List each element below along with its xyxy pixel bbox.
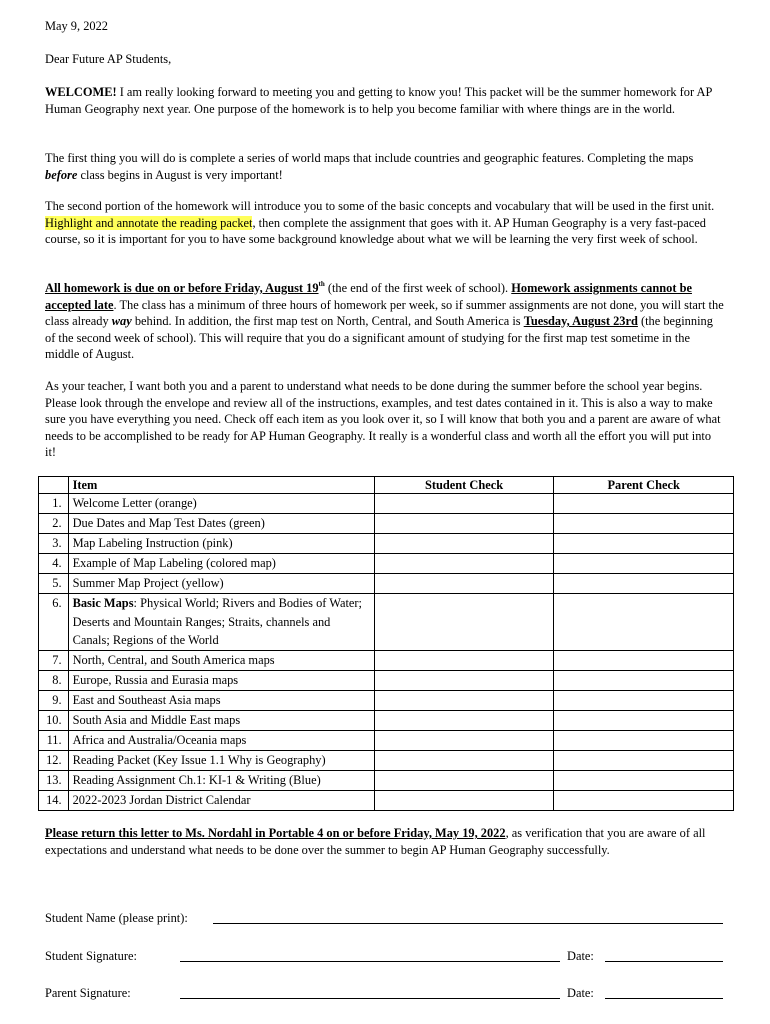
table-row: [39, 791, 734, 811]
item-text: Africa and Australia/Oceania maps: [68, 731, 374, 751]
student-check-cell[interactable]: [374, 574, 554, 594]
item-number: 11.: [39, 731, 69, 751]
parent-check-cell[interactable]: [554, 494, 734, 514]
item-text: North, Central, and South America maps: [68, 651, 374, 671]
parent-check-cell[interactable]: [554, 534, 734, 554]
parent-check-cell[interactable]: [554, 594, 734, 651]
table-row: [39, 771, 734, 791]
table-row: [39, 494, 734, 514]
table-row: [39, 534, 734, 554]
paragraph-maps: The first thing you will do is complete a series of world maps that include countries and geographic features. Completing the maps before class begins in August is very important!: [45, 151, 694, 182]
paragraph-reading: The second portion of the homework will introduce you to some of the basic concepts and vocabulary that will be used in the first unit. Highlight and annotate the reading packet, then complete the assignment that goes with it. AP Human Geography is a very fast-paced course, so it is important for you to have some background knowledge about what we will be learning the very first week of school.: [45, 199, 715, 246]
item-number: 5.: [39, 574, 69, 594]
parent-check-cell[interactable]: [554, 771, 734, 791]
item-text: Due Dates and Map Test Dates (green): [68, 514, 374, 534]
student-check-cell[interactable]: [374, 671, 554, 691]
parent-signature-label: Parent Signature:: [45, 986, 131, 1000]
student-check-cell[interactable]: [374, 751, 554, 771]
item-text: Summer Map Project (yellow): [68, 574, 374, 594]
parent-check-cell[interactable]: [554, 651, 734, 671]
parent-check-cell[interactable]: [554, 554, 734, 574]
item-number: 1.: [39, 494, 69, 514]
student-name-field[interactable]: [213, 923, 723, 924]
parent-check-cell[interactable]: [554, 751, 734, 771]
student-signature-line: [45, 948, 735, 966]
item-number: 7.: [39, 651, 69, 671]
table-row: [39, 731, 734, 751]
item-number: 6.: [39, 594, 69, 651]
student-check-cell[interactable]: [374, 554, 554, 574]
item-number: 2.: [39, 514, 69, 534]
paragraph-return-letter: Please return this letter to Ms. Nordahl in Portable 4 on or before Friday, May 19, 2022, as verification that you are aware of all expectations and understand what needs to be done over the summer to begin AP Human Geography successfully.: [45, 826, 706, 857]
welcome-heading: WELCOME!: [45, 85, 117, 99]
item-text: South Asia and Middle East maps: [68, 711, 374, 731]
item-number: 13.: [39, 771, 69, 791]
item-text: Map Labeling Instruction (pink): [68, 534, 374, 554]
student-check-cell[interactable]: [374, 651, 554, 671]
student-name-label: Student Name (please print):: [45, 911, 188, 925]
header-item: Item: [68, 477, 374, 494]
header-parent-check: Parent Check: [554, 477, 734, 494]
checklist-table: [38, 476, 734, 811]
table-row: [39, 651, 734, 671]
parent-check-cell[interactable]: [554, 711, 734, 731]
student-date-label: Date:: [567, 949, 594, 963]
item-text: Example of Map Labeling (colored map): [68, 554, 374, 574]
student-name-line: [45, 910, 735, 928]
student-check-cell[interactable]: [374, 514, 554, 534]
parent-date-field[interactable]: [605, 998, 723, 999]
table-row: [39, 594, 734, 651]
item-text: Europe, Russia and Eurasia maps: [68, 671, 374, 691]
student-signature-field[interactable]: [180, 961, 560, 962]
parent-check-cell[interactable]: [554, 691, 734, 711]
item-text: Basic Maps: Physical World; Rivers and Bodies of Water; Deserts and Mountain Ranges; Straits, channels and Canals; Regions of the World: [68, 594, 374, 651]
student-signature-label: Student Signature:: [45, 949, 137, 963]
highlighted-instruction: Highlight and annotate the reading packet: [45, 215, 253, 230]
item-text: 2022-2023 Jordan District Calendar: [68, 791, 374, 811]
checklist-header-row: [39, 477, 734, 494]
letter-date: May 9, 2022: [45, 19, 108, 33]
item-text: Welcome Letter (orange): [68, 494, 374, 514]
parent-check-cell[interactable]: [554, 671, 734, 691]
student-check-cell[interactable]: [374, 691, 554, 711]
table-row: [39, 514, 734, 534]
table-row: [39, 691, 734, 711]
table-row: [39, 671, 734, 691]
parent-check-cell[interactable]: [554, 791, 734, 811]
paragraph-due-dates: All homework is due on or before Friday, August 19th (the end of the first week of school). Homework assignments cannot be accepted late. The class has a minimum of three hours of homework per week, so if summer assignments are not done, you will start the class already way behind. In addition, the first map test on North, Central, and South America is Tuesday, August 23rd (the beginning of the second week of school). This will require that you do a significant amount of studying for the first map test sometime in the middle of August.: [45, 280, 724, 361]
header-student-check: Student Check: [374, 477, 554, 494]
item-number: 9.: [39, 691, 69, 711]
parent-check-cell[interactable]: [554, 514, 734, 534]
parent-date-label: Date:: [567, 986, 594, 1000]
header-number: [39, 477, 69, 494]
table-row: [39, 751, 734, 771]
student-check-cell[interactable]: [374, 711, 554, 731]
item-text: East and Southeast Asia maps: [68, 691, 374, 711]
paragraph-parent-review: As your teacher, I want both you and a parent to understand what needs to be done during the summer before the school year begins. Please look through the envelope and review all of the instructions, examples, and test dates contained in it. This is also a way to make sure you have everything you need. Check off each item as you look over it, so I will know that both you and a parent are aware of what needs to be accomplished to be ready for AP Human Geography. It really is a wonderful class and worth all the effort you will put into it!: [45, 379, 721, 459]
parent-check-cell[interactable]: [554, 574, 734, 594]
item-text: Reading Assignment Ch.1: KI-1 & Writing (Blue): [68, 771, 374, 791]
student-date-field[interactable]: [605, 961, 723, 962]
student-check-cell[interactable]: [374, 534, 554, 554]
table-row: [39, 574, 734, 594]
paragraph-welcome: WELCOME! I am really looking forward to meeting you and getting to know you! This packet will be the summer homework for AP Human Geography next year. One purpose of the homework is to help you become familiar with where things are in the world.: [45, 85, 712, 116]
item-number: 10.: [39, 711, 69, 731]
student-check-cell[interactable]: [374, 791, 554, 811]
item-number: 12.: [39, 751, 69, 771]
student-check-cell[interactable]: [374, 731, 554, 751]
item-number: 3.: [39, 534, 69, 554]
item-number: 8.: [39, 671, 69, 691]
salutation: Dear Future AP Students,: [45, 52, 172, 66]
table-row: [39, 554, 734, 574]
parent-signature-line: [45, 985, 735, 1003]
item-number: 4.: [39, 554, 69, 574]
item-text: Reading Packet (Key Issue 1.1 Why is Geography): [68, 751, 374, 771]
item-number: 14.: [39, 791, 69, 811]
parent-signature-field[interactable]: [180, 998, 560, 999]
parent-check-cell[interactable]: [554, 731, 734, 751]
student-check-cell[interactable]: [374, 594, 554, 651]
table-row: [39, 711, 734, 731]
student-check-cell[interactable]: [374, 494, 554, 514]
student-check-cell[interactable]: [374, 771, 554, 791]
